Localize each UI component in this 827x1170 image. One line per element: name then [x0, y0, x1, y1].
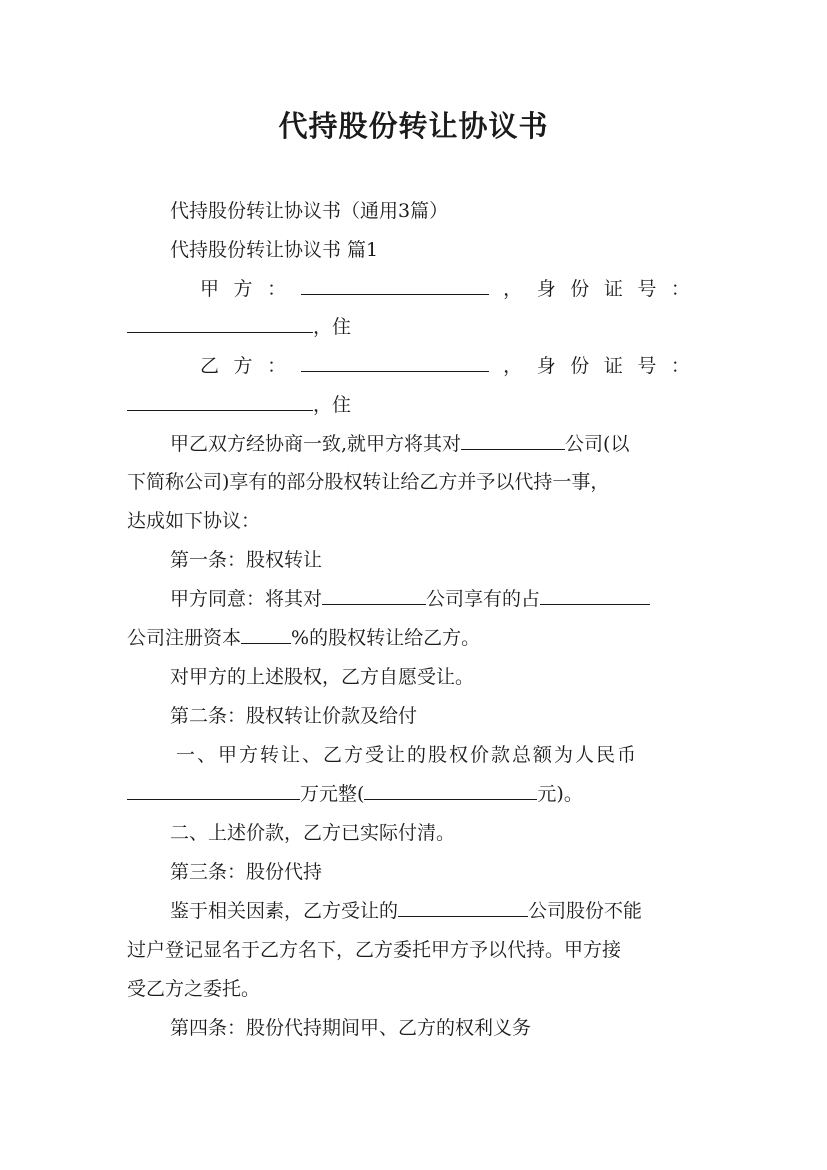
party-a-id-label-3: 证	[603, 278, 623, 300]
intro-text-1: 甲乙双方经协商一致,就甲方将其对	[170, 433, 462, 455]
article-2-amount-blank[interactable]	[127, 781, 300, 800]
party-a-name-blank[interactable]	[301, 276, 489, 295]
article-3-p1-line-2: 过户登记显名于乙方名下，乙方委托甲方予以代持。甲方接	[127, 939, 622, 961]
article-2-p1-line-2	[127, 781, 702, 807]
article-1-p2: 对甲方的上述股权，乙方自愿受让。	[170, 666, 475, 688]
party-b-id-label-5: ：	[670, 355, 690, 377]
party-b-id-label-1: 身	[536, 355, 556, 377]
article-3-title: 第三条：股份代持	[170, 861, 323, 883]
article-1-text-4: %的股权转让给乙方。	[291, 627, 481, 649]
intro-line-3: 达成如下协议：	[127, 510, 261, 532]
article-1-text-1: 甲方同意：将其对	[170, 588, 323, 610]
party-b-id-line	[127, 392, 702, 418]
article-3-p1-line-3: 受乙方之委托。	[127, 978, 261, 1000]
party-a-line	[200, 276, 690, 302]
party-b-label-3: ：	[267, 355, 287, 377]
party-b-id-label-2: 份	[570, 355, 590, 377]
party-a-id-label-5: ：	[670, 278, 690, 300]
party-a-id-blank[interactable]	[127, 314, 313, 333]
article-2-text-2: 元)。	[537, 783, 583, 805]
party-a-id-label-1: 身	[536, 278, 556, 300]
party-b-address-label: ，住	[313, 394, 352, 416]
article-1-company-blank[interactable]	[322, 586, 426, 605]
party-b-name-blank[interactable]	[301, 353, 489, 372]
article-1-text-3: 公司注册资本	[127, 627, 242, 649]
article-3-text-2: 公司股份不能	[528, 900, 643, 922]
party-a-id-line	[127, 314, 702, 340]
article-2-p2: 二、上述价款，乙方已实际付清。	[170, 822, 456, 844]
party-b-id-label-4: 号	[637, 355, 657, 377]
party-b-comma: ，	[503, 355, 523, 377]
intro-text-2: 公司(以	[565, 433, 630, 455]
party-a-label-2: 方	[233, 278, 253, 300]
article-4-title: 第四条：股份代持期间甲、乙方的权利义务	[170, 1017, 532, 1039]
party-b-label-1: 乙	[200, 355, 220, 377]
party-a-label-1: 甲	[200, 278, 220, 300]
document-subtitle: 代持股份转让协议书（通用3篇）	[170, 200, 449, 222]
article-2-p1-line-1: 一、甲方转让、乙方受让的股权价款总额为人民币	[176, 744, 639, 766]
article-2-title: 第二条：股权转让价款及给付	[170, 705, 418, 727]
party-a-label-3: ：	[267, 278, 287, 300]
article-2-text-1: 万元整(	[300, 783, 365, 805]
party-a-id-label-4: 号	[637, 278, 657, 300]
article-1-p1-line-2	[127, 625, 702, 651]
document-title: 代持股份转让协议书	[278, 109, 549, 143]
party-a-address-label: ，住	[313, 316, 352, 338]
article-1-text-2: 公司享有的占	[426, 588, 541, 610]
article-1-title: 第一条：股权转让	[170, 549, 323, 571]
article-3-company-blank[interactable]	[398, 898, 528, 917]
article-3-text-1: 鉴于相关因素，乙方受让的	[170, 900, 399, 922]
party-a-id-label-2: 份	[570, 278, 590, 300]
intro-company-blank[interactable]	[461, 431, 565, 450]
party-b-line	[200, 353, 690, 379]
article-1-company2-blank[interactable]	[540, 586, 650, 605]
article-1-percent-blank[interactable]	[241, 625, 291, 644]
intro-line-2: 下简称公司)享有的部分股权转让给乙方并予以代持一事，	[127, 471, 610, 493]
article-3-p1-line-1	[170, 898, 702, 924]
intro-line-1	[170, 431, 702, 457]
party-b-label-2: 方	[233, 355, 253, 377]
section-title: 代持股份转让协议书 篇1	[170, 239, 379, 261]
party-a-comma: ，	[503, 278, 523, 300]
article-2-amount2-blank[interactable]	[364, 781, 537, 800]
party-b-id-label-3: 证	[603, 355, 623, 377]
party-b-id-blank[interactable]	[127, 392, 313, 411]
article-1-p1-line-1	[170, 586, 702, 612]
